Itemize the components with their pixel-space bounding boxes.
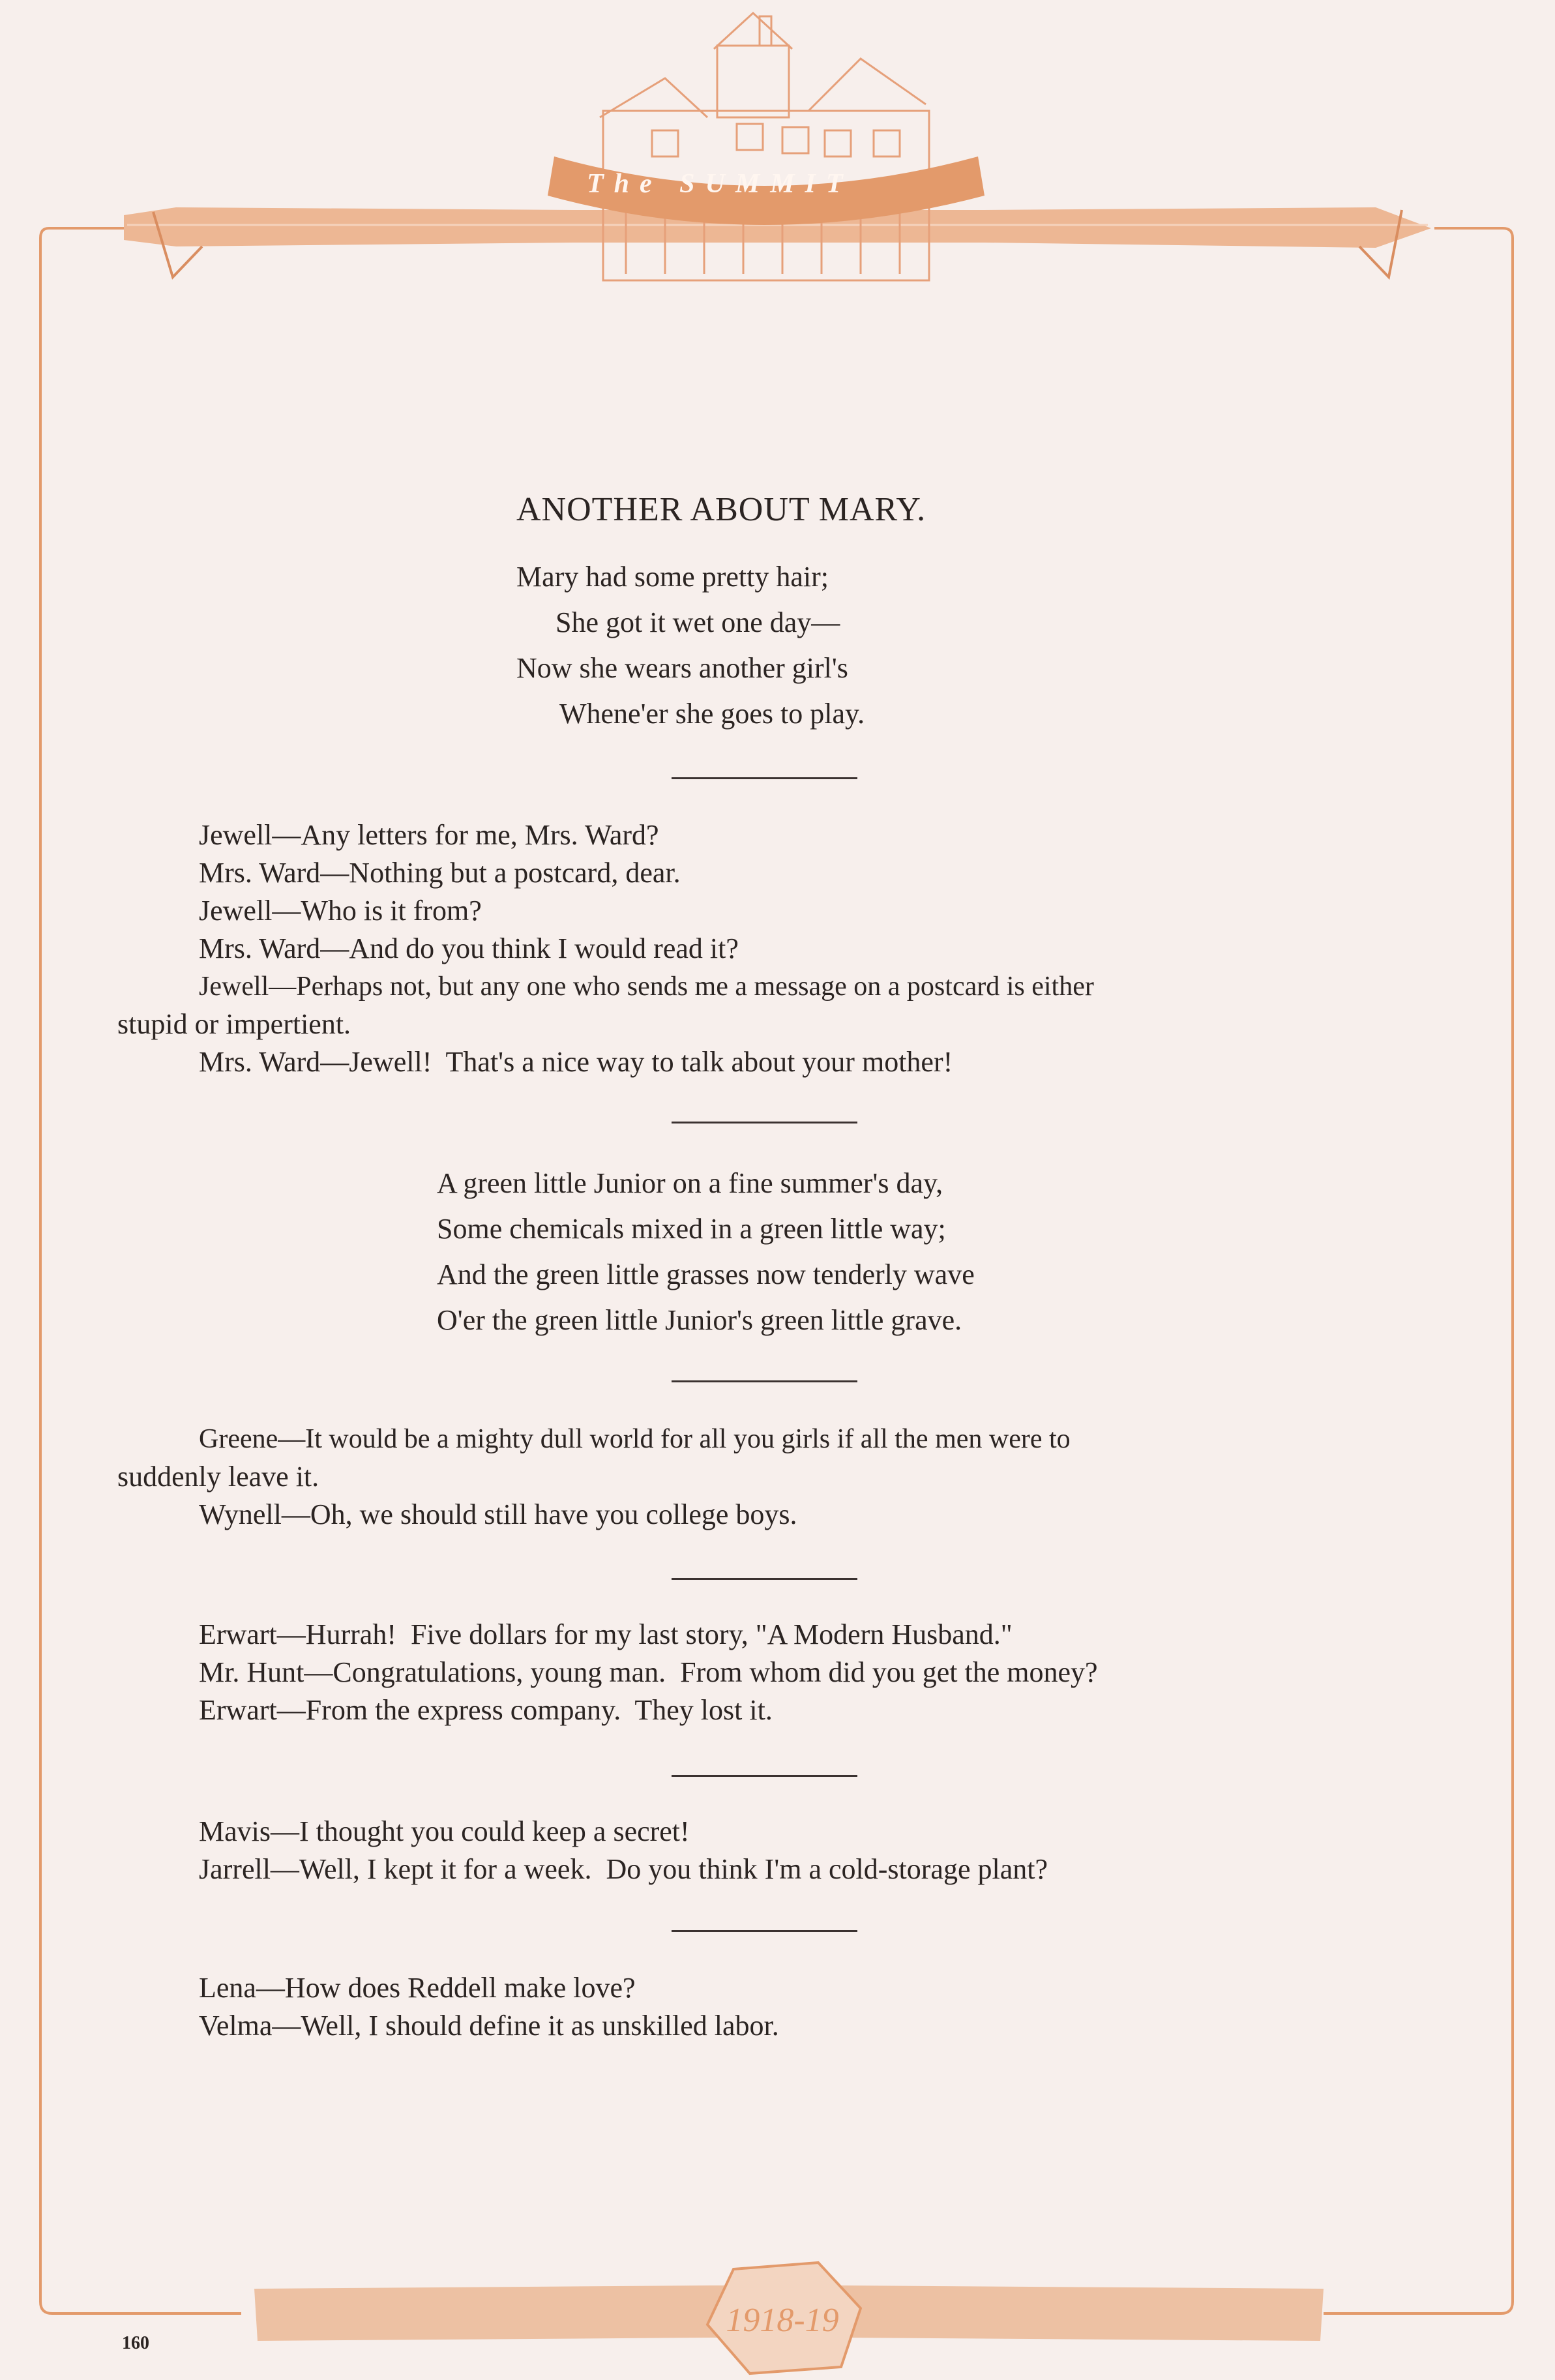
dialogue-line: Jewell—Any letters for me, Mrs. Ward? — [199, 819, 659, 851]
dialogue-line: Mr. Hunt—Congratulations, young man. From whom did you get the money? — [199, 1656, 1098, 1688]
dialogue-line: Erwart—Hurrah! Five dollars for my last story, "A Modern Husband." — [199, 1618, 1013, 1650]
dialogue-line: Velma—Well, I should define it as unskilled labor. — [199, 2010, 779, 2042]
poem-line: Mary had some pretty hair; — [516, 561, 829, 593]
dialogue-line: stupid or impertient. — [117, 1008, 351, 1040]
banner-text: The SUMMIT — [587, 169, 853, 199]
page-number: 160 — [122, 2333, 149, 2353]
dialogue-line: Erwart—From the express company. They lost it. — [199, 1694, 773, 1726]
dialogue-line: Jarrell—Well, I kept it for a week. Do you think I'm a cold-storage plant? — [199, 1853, 1048, 1885]
poem-line: Now she wears another girl's — [516, 652, 848, 684]
separator-rule — [672, 1930, 857, 1932]
poem-line: A green little Junior on a fine summer's day, — [437, 1167, 943, 1199]
dialogue-line: Mavis—I thought you could keep a secret! — [199, 1815, 690, 1847]
separator-rule — [672, 1578, 857, 1580]
separator-rule — [672, 1380, 857, 1382]
separator-rule — [672, 1122, 857, 1123]
emblem-text: 1918-19 — [726, 2302, 839, 2339]
class-emblem — [707, 2263, 861, 2373]
poem-line: She got it wet one day— — [555, 606, 840, 638]
dialogue-line: Mrs. Ward—Nothing but a postcard, dear. — [199, 857, 681, 889]
dialogue-line: Mrs. Ward—And do you think I would read it? — [199, 932, 739, 964]
dialogue-line: Greene—It would be a mighty dull world for all you girls if all the men were to — [199, 1424, 1071, 1454]
dialogue-line: Mrs. Ward—Jewell! That's a nice way to talk about your mother! — [199, 1046, 953, 1078]
dialogue-line: Jewell—Who is it from? — [199, 895, 482, 927]
dialogue-line: suddenly leave it. — [117, 1461, 319, 1493]
separator-rule — [672, 777, 857, 779]
page-title: ANOTHER ABOUT MARY. — [516, 491, 926, 528]
poem-line: O'er the green little Junior's green little grave. — [437, 1304, 962, 1336]
poem-line: And the green little grasses now tenderly wave — [437, 1258, 975, 1290]
poem-line: Whene'er she goes to play. — [559, 698, 865, 730]
dialogue-line: Jewell—Perhaps not, but any one who sends me a message on a postcard is either — [199, 972, 1094, 1002]
dialogue-line: Wynell—Oh, we should still have you college boys. — [199, 1498, 797, 1530]
dialogue-line: Lena—How does Reddell make love? — [199, 1972, 636, 2004]
separator-rule — [672, 1775, 857, 1777]
poem-line: Some chemicals mixed in a green little way; — [437, 1213, 946, 1245]
